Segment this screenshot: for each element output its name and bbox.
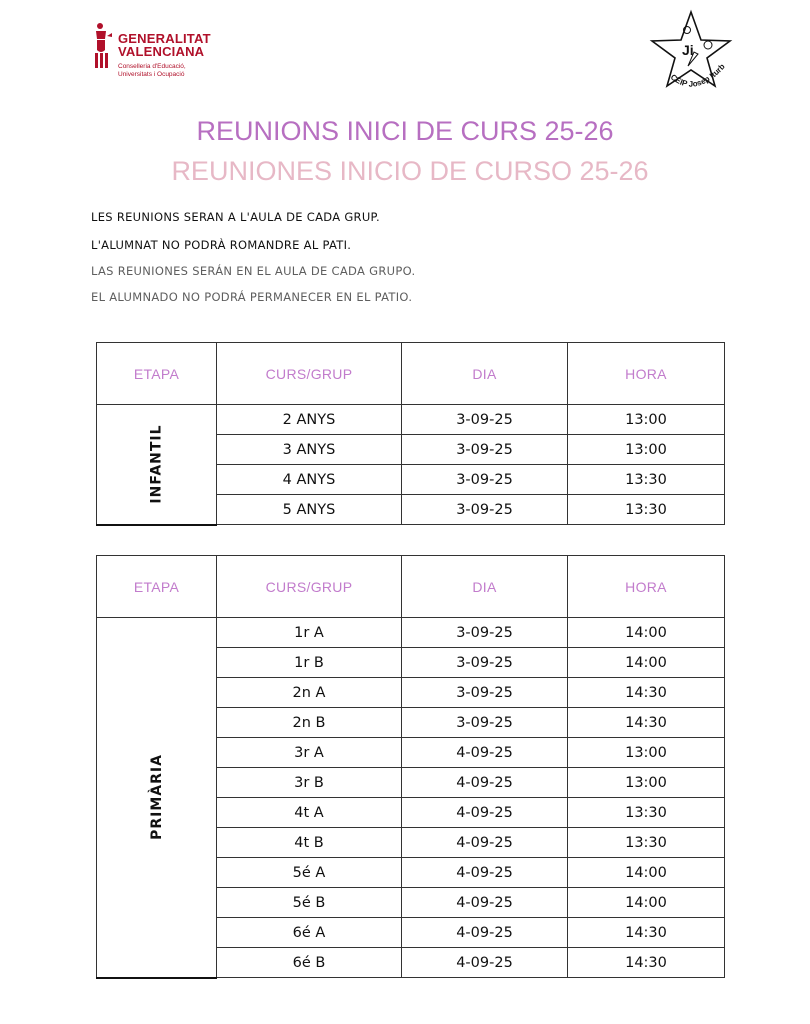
grup-cell: 4t A	[217, 798, 402, 828]
grup-cell: 2n A	[217, 678, 402, 708]
column-header-etapa: ETAPA	[97, 343, 217, 405]
dia-cell: 4-09-25	[402, 948, 568, 978]
hora-cell: 13:00	[568, 405, 725, 435]
column-header-curs-grup: CURS/GRUP	[217, 343, 402, 405]
note-spanish-1: LAS REUNIONES SERÁN EN EL AULA DE CADA GRUPO.	[91, 264, 416, 278]
column-header-etapa: ETAPA	[97, 556, 217, 618]
note-valencian-1: LES REUNIONS SERAN A L'AULA DE CADA GRUP.	[91, 210, 380, 224]
grup-cell: 6é A	[217, 918, 402, 948]
dia-cell: 3-09-25	[402, 465, 568, 495]
dia-cell: 3-09-25	[402, 435, 568, 465]
dia-cell: 3-09-25	[402, 495, 568, 525]
column-header-dia: DIA	[402, 556, 568, 618]
grup-cell: 4t B	[217, 828, 402, 858]
etapa-label: PRIMÀRIA	[148, 754, 165, 841]
column-header-dia: DIA	[402, 343, 568, 405]
dia-cell: 4-09-25	[402, 828, 568, 858]
hora-cell: 14:30	[568, 948, 725, 978]
hora-cell: 14:30	[568, 918, 725, 948]
table-row	[97, 405, 725, 435]
dia-cell: 4-09-25	[402, 888, 568, 918]
org-dept-line2: Universitats i Ocupació	[118, 71, 185, 78]
hora-cell: 13:30	[568, 798, 725, 828]
schedule-table-primaria	[96, 555, 725, 979]
grup-cell: 1r B	[217, 648, 402, 678]
hora-cell: 14:00	[568, 888, 725, 918]
grup-cell: 2 ANYS	[217, 405, 402, 435]
org-name-line1: GENERALITAT	[118, 31, 211, 46]
hora-cell: 14:00	[568, 618, 725, 648]
schedule-table-infantil	[96, 342, 725, 526]
hora-cell: 14:00	[568, 648, 725, 678]
dia-cell: 4-09-25	[402, 798, 568, 828]
hora-cell: 13:00	[568, 435, 725, 465]
etapa-cell	[97, 405, 217, 525]
school-name: CEIP Josep Iturb	[668, 62, 727, 89]
grup-cell: 3r B	[217, 768, 402, 798]
column-header-curs-grup: CURS/GRUP	[217, 556, 402, 618]
school-logo	[648, 8, 734, 98]
hora-cell: 14:30	[568, 708, 725, 738]
grup-cell: 5é B	[217, 888, 402, 918]
table-header-row	[97, 343, 725, 405]
grup-cell: 3r A	[217, 738, 402, 768]
dia-cell: 3-09-25	[402, 648, 568, 678]
grup-cell: 1r A	[217, 618, 402, 648]
grup-cell: 5é A	[217, 858, 402, 888]
hora-cell: 13:30	[568, 465, 725, 495]
dia-cell: 4-09-25	[402, 738, 568, 768]
hora-cell: 13:00	[568, 738, 725, 768]
hora-cell: 13:30	[568, 495, 725, 525]
school-star-icon	[648, 8, 734, 98]
dia-cell: 3-09-25	[402, 708, 568, 738]
hora-cell: 13:30	[568, 828, 725, 858]
dia-cell: 4-09-25	[402, 858, 568, 888]
grup-cell: 5 ANYS	[217, 495, 402, 525]
grup-cell: 2n B	[217, 708, 402, 738]
title-spanish: REUNIONES INICIO DE CURSO 25-26	[171, 156, 649, 186]
table-row	[97, 618, 725, 648]
generalitat-logo	[94, 22, 224, 82]
note-spanish-2: EL ALUMNADO NO PODRÁ PERMANECER EN EL PATIO.	[91, 290, 413, 304]
generalitat-crest-icon	[94, 22, 114, 72]
dia-cell: 4-09-25	[402, 918, 568, 948]
org-department	[118, 63, 186, 79]
grup-cell: 6é B	[217, 948, 402, 978]
hora-cell: 14:00	[568, 858, 725, 888]
dia-cell: 3-09-25	[402, 618, 568, 648]
table-header-row	[97, 556, 725, 618]
hora-cell: 14:30	[568, 678, 725, 708]
grup-cell: 3 ANYS	[217, 435, 402, 465]
school-initials: Ji	[682, 42, 694, 58]
dia-cell: 3-09-25	[402, 678, 568, 708]
etapa-cell	[97, 618, 217, 978]
dia-cell: 3-09-25	[402, 405, 568, 435]
column-header-hora: HORA	[568, 343, 725, 405]
column-header-hora: HORA	[568, 556, 725, 618]
grup-cell: 4 ANYS	[217, 465, 402, 495]
hora-cell: 13:00	[568, 768, 725, 798]
title-valencian: REUNIONS INICI DE CURS 25-26	[196, 116, 614, 146]
note-valencian-2: L'ALUMNAT NO PODRÀ ROMANDRE AL PATI.	[91, 238, 352, 252]
org-name	[118, 32, 211, 58]
etapa-label: INFANTIL	[148, 424, 165, 504]
org-dept-line1: Conselleria d'Educació,	[118, 63, 186, 70]
dia-cell: 4-09-25	[402, 768, 568, 798]
org-name-line2: VALENCIANA	[118, 44, 205, 59]
